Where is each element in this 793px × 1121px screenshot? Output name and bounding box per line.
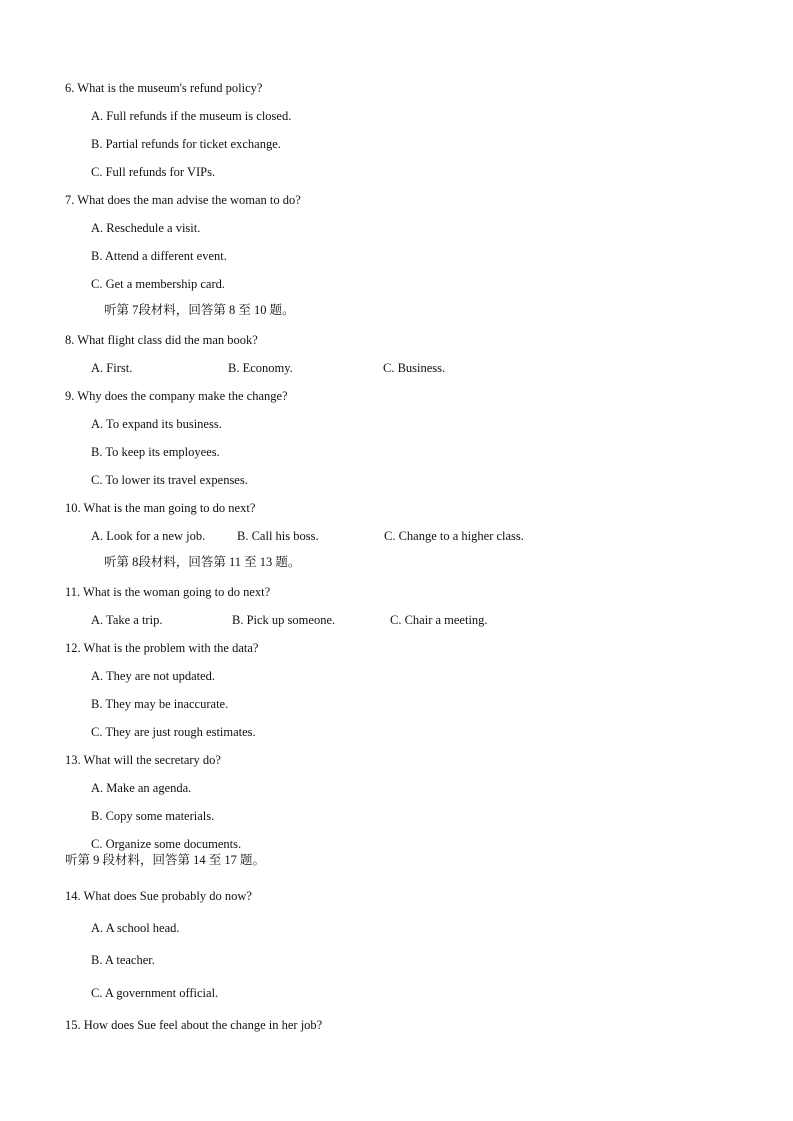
question-10-option-b: B. Call his boss. — [237, 529, 319, 543]
question-11-option-a: A. Take a trip. — [91, 613, 163, 627]
question-8-stem: 8. What flight class did the man book? — [65, 333, 258, 347]
question-7-option-c: C. Get a membership card. — [91, 277, 225, 291]
question-14-stem: 14. What does Sue probably do now? — [65, 889, 252, 903]
question-13-option-c: C. Organize some documents. — [91, 837, 242, 851]
question-14-option-b: B. A teacher. — [91, 953, 155, 967]
question-7-stem: 7. What does the man advise the woman to do? — [65, 193, 301, 207]
question-9-option-b: B. To keep its employees. — [91, 445, 220, 459]
question-7-option-b: B. Attend a different event. — [91, 249, 227, 263]
question-9-option-c: C. To lower its travel expenses. — [91, 473, 248, 487]
question-13-option-a: A. Make an agenda. — [91, 781, 192, 795]
question-10-option-c: C. Change to a higher class. — [384, 529, 524, 543]
question-11-option-b: B. Pick up someone. — [232, 613, 336, 627]
question-7-option-a: A. Reschedule a visit. — [91, 221, 201, 235]
question-14-option-c: C. A government official. — [91, 986, 219, 1000]
question-9-stem: 9. Why does the company make the change? — [65, 389, 288, 403]
question-10-option-a: A. Look for a new job. — [91, 529, 206, 543]
question-13-option-b: B. Copy some materials. — [91, 809, 215, 823]
question-11-stem: 11. What is the woman going to do next? — [65, 585, 271, 599]
question-15-stem: 15. How does Sue feel about the change in her job? — [65, 1018, 323, 1032]
question-12-option-c: C. They are just rough estimates. — [91, 725, 256, 739]
question-12-option-b: B. They may be inaccurate. — [91, 697, 229, 711]
question-10-stem: 10. What is the man going to do next? — [65, 501, 256, 515]
question-6-option-b: B. Partial refunds for ticket exchange. — [91, 137, 281, 151]
question-14-option-a: A. A school head. — [91, 921, 180, 935]
section-heading-9: 听第 9 段材料，回答第 14 至 17 题。 — [65, 853, 266, 867]
question-12-stem: 12. What is the problem with the data? — [65, 641, 259, 655]
question-6-option-c: C. Full refunds for VIPs. — [91, 165, 216, 179]
section-heading-8: 听第 8段材料，回答第 11 至 13 题。 — [104, 555, 301, 569]
section-heading-7: 听第 7段材料，回答第 8 至 10 题。 — [104, 303, 295, 317]
question-8-option-b: B. Economy. — [228, 361, 293, 375]
question-6-stem: 6. What is the museum's refund policy? — [65, 81, 263, 95]
question-6-option-a: A. Full refunds if the museum is closed. — [91, 109, 292, 123]
question-13-stem: 13. What will the secretary do? — [65, 753, 221, 767]
question-8-option-a: A. First. — [91, 361, 133, 375]
question-12-option-a: A. They are not updated. — [91, 669, 216, 683]
question-11-option-c: C. Chair a meeting. — [390, 613, 488, 627]
question-9-option-a: A. To expand its business. — [91, 417, 222, 431]
question-8-option-c: C. Business. — [383, 361, 446, 375]
